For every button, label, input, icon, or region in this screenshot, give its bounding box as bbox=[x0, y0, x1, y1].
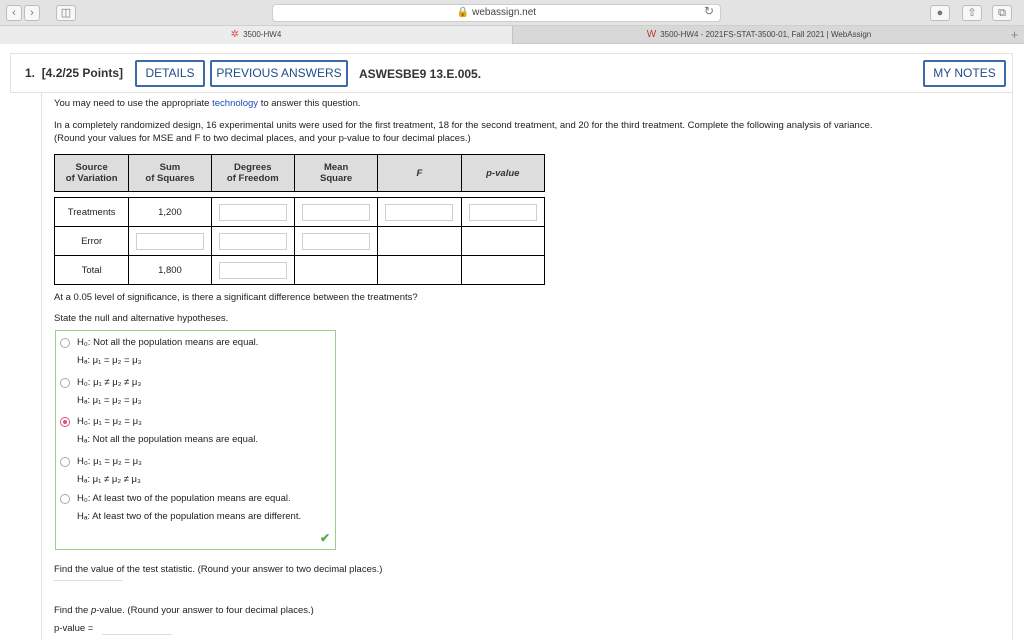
alt-hypothesis: Hₐ: At least two of the population means are different. bbox=[77, 511, 302, 522]
header-f: F bbox=[378, 155, 461, 192]
details-button[interactable]: DETAILS bbox=[135, 60, 205, 87]
radio-button[interactable] bbox=[60, 494, 70, 504]
reload-icon[interactable]: ↻ bbox=[703, 4, 715, 18]
ms-treatments-input[interactable] bbox=[302, 204, 370, 221]
f-input[interactable] bbox=[385, 204, 453, 221]
row-ss: 1,200 bbox=[129, 198, 211, 227]
alt-hypothesis: Hₐ: μ₁ = μ₂ = μ₃ bbox=[77, 355, 142, 366]
header-df: Degrees of Freedom bbox=[211, 155, 294, 192]
ss-error-input[interactable] bbox=[136, 233, 204, 250]
ms-error-input[interactable] bbox=[302, 233, 370, 250]
radio-button[interactable] bbox=[60, 338, 70, 348]
alt-hypothesis: Hₐ: Not all the population means are equal. bbox=[77, 434, 258, 445]
url-text: webassign.net bbox=[472, 7, 537, 18]
null-hypothesis: H₀: μ₁ = μ₂ = μ₃ bbox=[77, 456, 142, 467]
null-hypothesis: H₀: Not all the population means are equal. bbox=[77, 337, 259, 348]
test-stat-input[interactable] bbox=[54, 580, 122, 581]
lock-icon: 🔒 bbox=[456, 7, 470, 18]
new-tab-button[interactable]: + bbox=[1010, 27, 1019, 42]
tab-label: 3500-HW4 bbox=[243, 30, 282, 39]
table-row bbox=[55, 227, 545, 256]
row-source: Total bbox=[55, 256, 129, 285]
header-pvalue: p-value bbox=[461, 155, 544, 192]
download-icon[interactable]: ● bbox=[930, 5, 950, 21]
hypotheses-prompt: State the null and alternative hypotheses. bbox=[54, 313, 229, 324]
question-code: ASWESBE9 13.E.005. bbox=[359, 67, 482, 81]
webassign-logo-icon: W bbox=[646, 29, 657, 40]
intro-text: You may need to use the appropriate technology to answer this question. bbox=[54, 98, 361, 109]
problem-line-2: (Round your values for MSE and F to two decimal places, and your p-value to four decimal places.) bbox=[54, 133, 471, 144]
technology-link[interactable]: technology bbox=[212, 98, 259, 109]
df-error-input[interactable] bbox=[219, 233, 287, 250]
null-hypothesis: H₀: μ₁ ≠ μ₂ ≠ μ₃ bbox=[77, 377, 142, 388]
row-source: Treatments bbox=[55, 198, 129, 227]
question-header bbox=[10, 53, 1013, 93]
sidebar-toggle-icon[interactable]: ◫ bbox=[56, 5, 76, 21]
header-ss: Sum of Squares bbox=[129, 155, 211, 192]
forward-icon[interactable]: › bbox=[24, 5, 40, 21]
header-source: Source of Variation bbox=[55, 155, 129, 192]
radio-button[interactable] bbox=[60, 457, 70, 467]
null-hypothesis: H₀: At least two of the population means are equal. bbox=[77, 493, 291, 504]
radio-button-selected[interactable] bbox=[60, 417, 70, 427]
null-hypothesis: H₀: μ₁ = μ₂ = μ₃ bbox=[77, 416, 142, 427]
table-row bbox=[55, 198, 545, 227]
tab-webassign[interactable] bbox=[513, 26, 1005, 44]
tab-bar bbox=[0, 26, 1024, 44]
table-row bbox=[55, 256, 545, 285]
header-ms: Mean Square bbox=[294, 155, 377, 192]
radio-button[interactable] bbox=[60, 378, 70, 388]
webassign-spinner-icon: ✲ bbox=[230, 29, 240, 40]
row-source: Error bbox=[55, 227, 129, 256]
share-icon[interactable]: ⇧ bbox=[962, 5, 982, 21]
my-notes-button[interactable]: MY NOTES bbox=[923, 60, 1006, 87]
browser-toolbar bbox=[0, 0, 1024, 26]
problem-line-1: In a completely randomized design, 16 experimental units were used for the first treatment, 18 for the second treatment, and 20 for the third treatment. Complete the following analysis of variance. bbox=[54, 120, 873, 131]
df-total-input[interactable] bbox=[219, 262, 287, 279]
tab-hw4[interactable] bbox=[0, 26, 513, 44]
alt-hypothesis: Hₐ: μ₁ ≠ μ₂ ≠ μ₃ bbox=[77, 474, 141, 485]
back-icon[interactable]: ‹ bbox=[6, 5, 22, 21]
question-body bbox=[41, 93, 1013, 640]
pvalue-prompt: Find the p-value. (Round your answer to four decimal places.) bbox=[54, 605, 314, 616]
previous-answers-button[interactable]: PREVIOUS ANSWERS bbox=[210, 60, 348, 87]
address-bar[interactable] bbox=[272, 4, 721, 22]
correct-check-icon: ✔ bbox=[320, 531, 331, 545]
df-treatments-input[interactable] bbox=[219, 204, 287, 221]
test-stat-prompt: Find the value of the test statistic. (Round your answer to two decimal places.) bbox=[54, 564, 383, 575]
pvalue-table-input[interactable] bbox=[469, 204, 537, 221]
significance-question: At a 0.05 level of significance, is there a significant difference between the treatments? bbox=[54, 292, 418, 303]
alt-hypothesis: Hₐ: μ₁ = μ₂ = μ₃ bbox=[77, 395, 142, 406]
pvalue-label: p-value = bbox=[54, 623, 94, 634]
row-ss: 1,800 bbox=[129, 256, 211, 285]
anova-table bbox=[54, 154, 545, 285]
tab-label: 3500-HW4 - 2021FS-STAT-3500-01, Fall 2021 | WebAssign bbox=[660, 30, 872, 39]
hypotheses-options bbox=[55, 330, 336, 550]
question-number: 1. [4.2/25 Points] bbox=[25, 66, 124, 80]
tabs-overview-icon[interactable]: ⧉ bbox=[992, 5, 1012, 21]
anova-header-row bbox=[55, 155, 545, 192]
pvalue-input[interactable] bbox=[102, 634, 172, 635]
